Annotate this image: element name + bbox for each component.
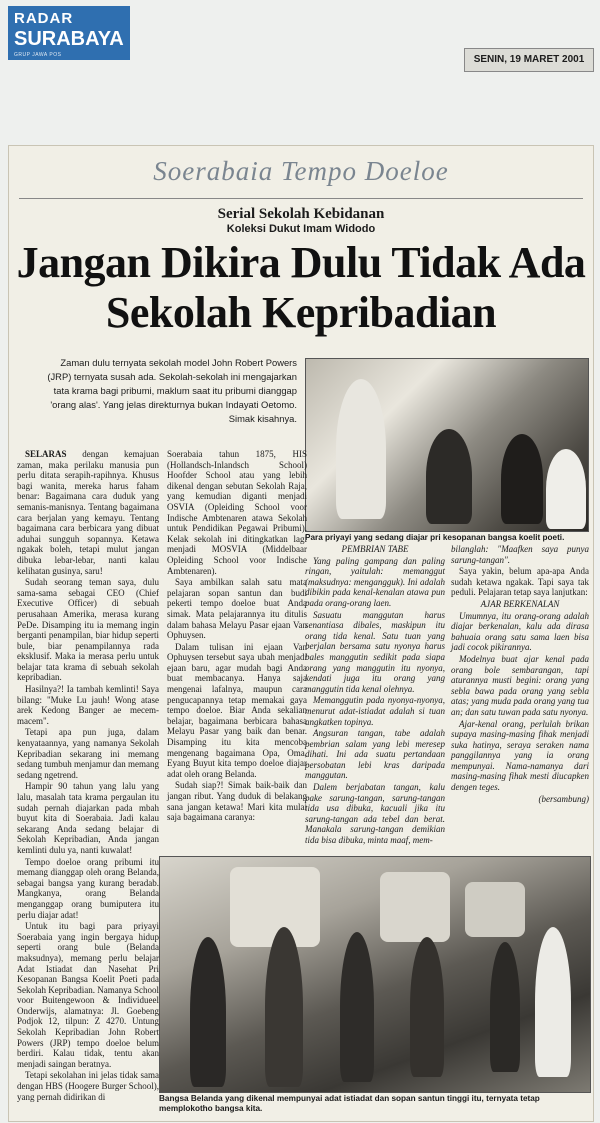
publication-date: SENIN, 19 MARET 2001: [464, 48, 594, 72]
photo-figure-student: [501, 434, 543, 524]
subheading: AJAR BERKENALAN: [480, 598, 560, 609]
photo-dutch-caption: Bangsa Belanda yang dikenal mempunyai adat istiadat dan sopan santun tinggi itu, ternyata tetap memplokotho bangsa kita.: [159, 1094, 540, 1113]
photo-figure: [190, 937, 226, 1087]
masthead-line1: RADAR: [14, 10, 74, 27]
paragraph: Saya ambilkan salah satu mata pelajaran sopan santun dan budi pekerti tempo doeloe buat Anda simak. Mata pelajarannya itu ditulis dalam bahasa Melayu Pasar ejaan Van Ophuysen.: [167, 577, 307, 641]
photo-figure: [410, 937, 444, 1077]
paragraph: Dalem berjabatan tangan, kalu pake sarung-tangan, sarung-tangan tida usa dibuka, kacuali jika itu sarung-tangan ada tebel dan berat. Manakala sarung-tangan demikian tida bisa dibuka, minta maaf, mem-: [305, 782, 445, 846]
paragraph: Hasilnya?! Ia tambah kemlinti! Saya bilang: "Muke Lu jauh! Wong atase arek Kedong Banger ae mecem-macem".: [17, 684, 159, 726]
rubric-divider: [19, 198, 583, 199]
photo-figure: [340, 932, 374, 1082]
photo-figure-student: [546, 449, 586, 529]
masthead-line3: GRUP JAWA POS: [14, 52, 62, 58]
photo-figure: [535, 927, 571, 1077]
article-column-4: [451, 544, 589, 805]
newspaper-clipping: [8, 145, 594, 1122]
lead-text: Zaman dulu ternyata sekolah model John Robert Powers (JRP) ternyata susah ada. Sekolah-sekolah ini mengajarkan tata krama bagi pribumi, maklum saat itu pribumi dianggap 'orang alas'. Yang jelas direkturnya bukan Indayati Oetomo.: [47, 357, 297, 410]
collection-credit: Koleksi Dukut Imam Widodo: [226, 223, 376, 235]
photo-dutch-palanquin: [159, 856, 591, 1093]
paragraph: Sasuatu manggutan harus senantiasa dibales, maskipun itu orang tida kenal. Satu tuan yang berjalan bersama satu nyonya harus bales manggutin sedikit pada siapa orang yang manggutin itu nyonya, kendati juga itu orang yang manggutin tida kenal olehnya.: [305, 609, 445, 694]
photo-figure: [490, 942, 520, 1072]
paragraph: Memanggutin pada nyonya-nyonya, menurut adat-istiadat adalah si tuan angkatken topinya.: [305, 695, 445, 727]
series-title: Serial Sekolah Kebidanan: [217, 206, 385, 222]
paragraph: Dalam tulisan ini ejaan Van Ophuysen tersebut saya ubah menjadi ejaan baru, agar mudah bagi Anda buat membacanya. Hanya saja mengenai lafalnya, maupun cara pengucapannya tetap memakai gaya tempo doeloe. Biar Anda sekalian belajar, bagaimana berbicara bahasa Melayu Pasar yang baik dan benar. Disamping itu kita mencoba mengenang bagaimana Opa, Oma, Eyang Buyut kita tempo doeloe diajar adat oleh orang Belanda.: [167, 641, 307, 779]
paragraph: Soerabaia tahun 1875, HIS (Hollandsch-Inlandsch School) Hoofder School atau yang lebih dikenal dengan sebutan Sekolah Raja, yang kemudian diganti menjadi OSVIA (Opleiding School voor Indische Ambtenaren atawa Sekolah untuk Pendidikan Pegawai Pribumi). Kelak sekolah ini ditingkatkan lagi menjadi MOSVIA (Middelbaar Opleiding School voor Indische Ambtenaren).: [167, 449, 307, 576]
paragraph: Sudah seorang teman saya, dulu sama-sama sebagai CEO (Chief Executive Officer) di sebuah perusahaan Amerika, merasa kurang PeDe. Disamping itu ia memang ingin berganti penampilan, biar hidup seperti bule, biar penampilannya rada eksklusif. Maka ia merasa perlu untuk belajar tata krama di sebuah sekolah kepribadian.: [17, 577, 159, 683]
paragraph: Saya yakin, belum apa-apa Anda sudah ketawa ngakak. Tapi saya tak peduli. Pelajaran tetap saya lanjutkan:: [451, 566, 589, 598]
lead-simak: Simak kisahnya.: [228, 413, 297, 424]
headline: Jangan Dikira Dulu Tidak Ada Sekolah Kepribadian: [16, 238, 586, 337]
paragraph: Sudah siap?! Simak baik-baik dan jangan ribut. Yang duduk di belakang sana jangan ketawa! Mari kita mulai saja bagaimana caranya:: [167, 780, 307, 823]
paragraph: Modelnya buat ajar kenal pada orang bole sembarangan, tapi aturannya musti begini: orang yang sebla bawa pada orang yang sebla atas; yang muda pada orang yang tua an; dan satu tuwan pada satu nyonya.: [451, 653, 589, 717]
paragraph: Hampir 90 tahun yang lalu yang lalu, masalah tata krama pergaulan itu sudah pernah diajarkan pada mbah buyut kita di Soerabaia. Jadi kalau sekarang Anda sedang belajar di Sekolah Kepribadian, Anda jangan kemlinti dulu ya, nanti kuwalat!: [17, 781, 159, 855]
paragraph: Untuk itu bagi para priyayi Soerabaia yang ingin bergaya hidup seperti orang bule (Belanda maksudnya), memang perlu belajar Adat Istiadat dan Nasehat Pri Kesopanan Bangsa Koelit Poeti pada Sekolah Kepribadian. Namanya School voor Buitengewoon & Individueel Onderwijs, alamatnya: Jl. Goebeng Podjok 12, tilpun: Z 4270. Untung Sekolah Kepribadian John Robert Powers (JRP) tempo doeloe belum berdiri. Kalau tidak, tentu akan menjadi saingan beratnya.: [17, 921, 159, 1069]
paragraph: Ajar-kenal orang, perlulah brikan supaya masing-masing fihak menjadi suka hatinya, seraya seraken nama panggilannya yang ia orang mempunyai. Nama-namanya dari masing-masing fihak mesti diucapken dengen teges.: [451, 718, 589, 793]
article-column-2: [167, 449, 307, 824]
paragraph: Angsuran tangan, tabe adalah pembrian salam yang lebi meresep dihati. Ini ada suatu pertandaan persobatan lebi kras daripada manggutan.: [305, 728, 445, 781]
article-column-3: [305, 544, 445, 847]
masthead-line2: SURABAYA: [14, 28, 124, 50]
photo-figure-student: [426, 429, 472, 524]
lead-paragraph: [37, 356, 297, 426]
photo-figure: [265, 927, 303, 1087]
newspaper-masthead: [8, 6, 130, 60]
paragraph: SELARAS dengan kemajuan zaman, maka perilaku manusia pun perlu ditata serapih-rapihnya. Khusus bagi wanita, mereka harus faham benar: Bagaimana cara duduk yang semanis-manisnya. Tentang bagaimana cara berjalan yang kemayu. Tentang bagaimana cara berbicara yang dibuat aduhai sungguh sopannya. Ketawa ngakak boleh, tetapi mulut jangan dibuka lebar-lebar, nanti kalau kelihatan gusinya, saru!: [17, 449, 159, 576]
photo-palanquin: [465, 882, 525, 937]
photo-classroom-caption: Para priyayi yang sedang diajar pri kesopanan bangsa koelit poeti.: [305, 533, 565, 542]
dropcap-word: SELARAS: [25, 449, 67, 459]
paragraph: Yang paling gampang dan paling ringan, yaitulah: memanggut (maksudnya: mengangguk). Ini adalah dibikin pada kenal-kenalan atawa pun pada orang-orang laen.: [305, 555, 445, 608]
paragraph: Tempo doeloe orang pribumi itu memang dianggap oleh orang Belanda, sebagai bangsa yang kurang beradab. Mangkanya, orang Belanda menganggap orang bumiputera itu perlu diajar adat!: [17, 856, 159, 920]
paragraph: Tetapi apa pun juga, dalam kenyataannya, yang namanya Sekolah Kepribadian sekarang ini memang sedang tumbuh menjamur dan memang sedang ngetrend.: [17, 727, 159, 780]
article-column-1: [17, 449, 159, 1103]
continued-note: (bersambung): [538, 793, 589, 804]
photo-figure-teacher: [336, 379, 386, 519]
rubric-title: Soerabaia Tempo Doeloe: [153, 156, 449, 186]
photo-palanquin: [380, 872, 450, 942]
subheading: PEMBRIAN TABE: [341, 544, 409, 554]
paragraph: Umumnya, itu orang-orang adalah diajar berkenalan, kalu ada dirasa bahuaia orang satu sama laen bisa jadi cocok pikirannya.: [451, 610, 589, 653]
photo-classroom: [305, 358, 589, 532]
paragraph: bilanglah: "Maafken saya punya sarung-tangan".: [451, 544, 589, 565]
paragraph: Tetapi sekolahan ini jelas tidak sama dengan HBS (Hoogere Burger School), yang pernah didirikan di: [17, 1070, 159, 1102]
